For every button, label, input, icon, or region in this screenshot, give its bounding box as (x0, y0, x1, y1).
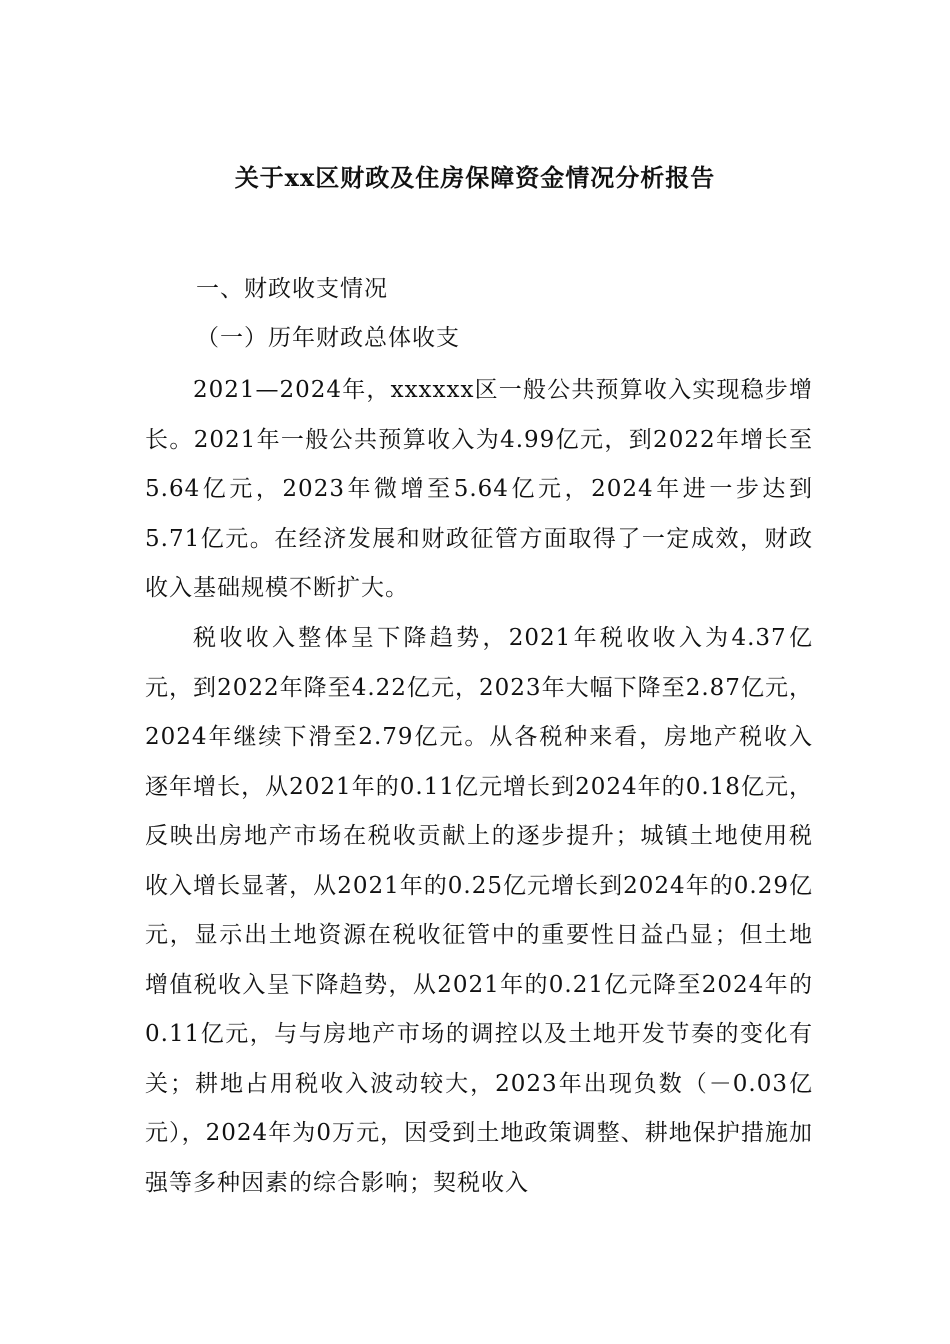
document-title: 关于xx区财政及住房保障资金情况分析报告 (234, 163, 716, 192)
subsection-heading: （一）历年财政总体收支 (196, 325, 460, 351)
section-heading: 一、财政收支情况 (196, 276, 388, 302)
paragraph-revenue-growth: 2021—2024年，xxxxxx区一般公共预算收入实现稳步增长。2021年一般公共预算收入为4.99亿元，到2022年增长至5.64亿元，2023年微增至5.64亿元，2024年进一步达到5.71亿元。在经济发展和财政征管方面取得了一定成效，财政收入基础规模不断扩大。 (145, 377, 813, 601)
paragraph-tax-revenue: 税收收入整体呈下降趋势，2021年税收收入为4.37亿元，到2022年降至4.22亿元，2023年大幅下降至2.87亿元，2024年继续下滑至2.79亿元。从各税种来看，房地产税收入逐年增长，从2021年的0.11亿元增长到2024年的0.18亿元，反映出房地产市场在税收贡献上的逐步提升；城镇土地使用税收入增长显著，从2021年的0.25亿元增长到2024年的0.29亿元，显示出土地资源在税收征管中的重要性日益凸显；但土地增值税收入呈下降趋势，从2021年的0.21亿元降至2024年的0.11亿元，与与房地产市场的调控以及土地开发节奏的变化有关；耕地占用税收入波动较大，2023年出现负数（－0.03亿元），2024年为0万元，因受到土地政策调整、耕地保护措施加强等多种因素的综合影响；契税收入 (145, 625, 813, 1196)
